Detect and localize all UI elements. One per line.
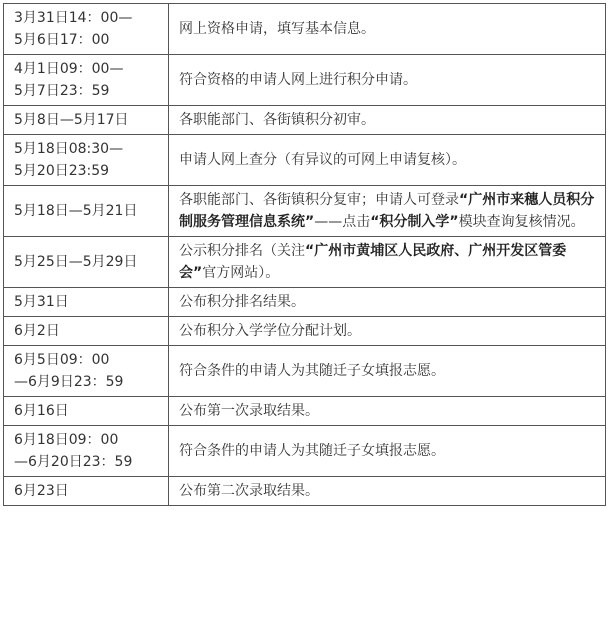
schedule-description-cell: [169, 135, 606, 186]
schedule-date-cell: [4, 317, 169, 346]
schedule-date-line: 6月16日: [14, 403, 69, 419]
description-text: 公示积分排名（关注: [179, 243, 305, 259]
schedule-date-line: 5月8日—5月17日: [14, 112, 129, 128]
schedule-description-cell: [169, 397, 606, 426]
schedule-date-cell: [4, 135, 169, 186]
description-text: 公布第一次录取结果。: [179, 403, 319, 419]
schedule-date-line: 3月31日14：00—: [14, 10, 133, 26]
schedule-description-cell: [169, 477, 606, 506]
schedule-date-line: 6月23日: [14, 483, 69, 499]
schedule-row: [4, 426, 606, 477]
description-text: 公布第二次录取结果。: [179, 483, 319, 499]
schedule-date-cell: [4, 288, 169, 317]
schedule-rows: [4, 4, 606, 506]
description-text: 模块查询复核情况。: [458, 214, 585, 230]
schedule-description-cell: [169, 237, 606, 288]
schedule-table: [3, 3, 606, 506]
schedule-description-cell: [169, 288, 606, 317]
description-text: 官方网站）。: [202, 265, 280, 281]
schedule-row: [4, 106, 606, 135]
description-text: 公布积分入学学位分配计划。: [179, 323, 361, 339]
schedule-row: [4, 346, 606, 397]
schedule-description-cell: [169, 186, 606, 237]
schedule-description-cell: [169, 317, 606, 346]
description-text: 公布积分排名结果。: [179, 294, 305, 310]
schedule-row: [4, 397, 606, 426]
description-text: 符合条件的申请人为其随迁子女填报志愿。: [179, 443, 445, 459]
schedule-date-line: 6月18日09：00: [14, 432, 119, 448]
schedule-description-cell: [169, 346, 606, 397]
highlighted-name: “积分制入学”: [370, 214, 459, 230]
schedule-date-line: 6月5日09：00: [14, 352, 110, 368]
schedule-row: [4, 186, 606, 237]
schedule-date-cell: [4, 186, 169, 237]
description-text: 符合条件的申请人为其随迁子女填报志愿。: [179, 363, 445, 379]
schedule-row: [4, 477, 606, 506]
schedule-row: [4, 4, 606, 55]
schedule-row: [4, 317, 606, 346]
schedule-date-line: 5月6日17：00: [14, 32, 110, 48]
description-text: 网上资格申请，填写基本信息。: [179, 21, 375, 37]
schedule-date-cell: [4, 237, 169, 288]
schedule-date-line: 5月31日: [14, 294, 69, 310]
schedule-date-line: 5月7日23：59: [14, 83, 110, 99]
schedule-description-cell: [169, 106, 606, 135]
schedule-date-line: —6月9日23：59: [14, 374, 124, 390]
schedule-date-line: 5月18日—5月21日: [14, 203, 138, 219]
schedule-row: [4, 55, 606, 106]
schedule-date-cell: [4, 397, 169, 426]
schedule-date-cell: [4, 55, 169, 106]
schedule-description-cell: [169, 426, 606, 477]
description-text: 各职能部门、各街镇积分初审。: [179, 112, 375, 128]
schedule-date-cell: [4, 4, 169, 55]
schedule-date-cell: [4, 106, 169, 135]
description-text: 各职能部门、各街镇积分复审；申请人可登录: [179, 192, 459, 208]
highlighted-name: “广州市黄埔区人民政府、广州开发区管委会”: [179, 243, 567, 281]
description-text: 申请人网上查分（有异议的可网上申请复核）。: [179, 152, 466, 168]
schedule-row: [4, 135, 606, 186]
description-text: ——点击: [314, 214, 371, 230]
schedule-description-cell: [169, 55, 606, 106]
schedule-date-cell: [4, 426, 169, 477]
schedule-date-line: 5月25日—5月29日: [14, 254, 138, 270]
description-text: 符合资格的申请人网上进行积分申请。: [179, 72, 417, 88]
schedule-date-line: 6月2日: [14, 323, 60, 339]
schedule-date-line: 5月18日08:30—: [14, 141, 124, 157]
schedule-date-line: 5月20日23:59: [14, 163, 110, 179]
highlighted-name: “广州市来穗人员积分制服务管理信息系统”: [179, 192, 595, 230]
schedule-row: [4, 288, 606, 317]
schedule-description-cell: [169, 4, 606, 55]
schedule-row: [4, 237, 606, 288]
schedule-date-cell: [4, 346, 169, 397]
schedule-date-line: —6月20日23：59: [14, 454, 133, 470]
schedule-date-cell: [4, 477, 169, 506]
schedule-date-line: 4月1日09：00—: [14, 61, 124, 77]
